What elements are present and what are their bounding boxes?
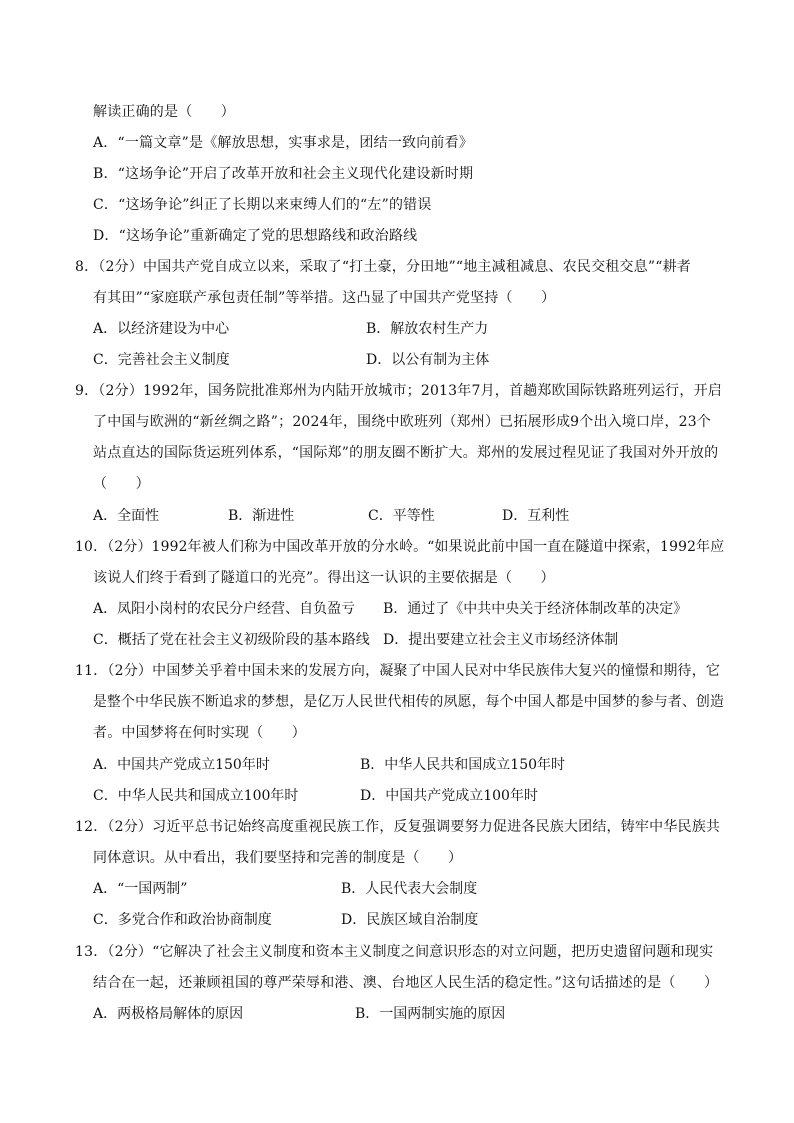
q11-stem-line1: 11．（2分）中国梦关乎着中国未来的发展方向，凝聚了中国人民对中华民族伟大复兴的憧憬和期待，它 — [75, 663, 721, 679]
q9-option-a[interactable]: A．全面性 — [93, 508, 160, 524]
q11-option-a[interactable]: A．中国共产党成立150年时 — [93, 757, 270, 773]
q12-option-c[interactable]: C．多党合作和政治协商制度 — [93, 912, 272, 928]
q10-option-a[interactable]: A．凤阳小岗村的农民分户经营、自负盈亏 — [93, 601, 356, 617]
q7-option-c[interactable]: C．“这场争论”纠正了长期以来束缚人们的“左”的错误 — [93, 197, 432, 213]
q9-stem-line1: 9．（2分）1992年，国务院批准郑州为内陆开放城市；2013年7月，首趟郑欧国际铁路班列运行，开启 — [75, 383, 722, 399]
q11-stem-line3: 者。中国梦将在何时实现（ ） — [93, 725, 306, 741]
q9-option-b[interactable]: B．渐进性 — [228, 508, 295, 524]
q11-option-d[interactable]: D．中国共产党成立100年时 — [360, 788, 538, 804]
q11-option-b[interactable]: B．中华人民共和国成立150年时 — [360, 757, 566, 773]
q13-stem-line2: 结合在一起，还兼顾祖国的尊严荣辱和港、澳、台地区人民生活的稳定性。”这句话描述的是（ ） — [93, 975, 719, 991]
q11-stem-line2: 是整个中华民族不断追求的梦想，是亿万人民世代相传的夙愿，每个中国人都是中国梦的参与者、创造 — [93, 694, 725, 710]
q12-option-a[interactable]: A．“一国两制” — [93, 881, 188, 897]
q12-stem-line1: 12．（2分）习近平总书记始终高度重视民族工作，反复强调要努力促进各民族大团结，铸牢中华民族共 — [75, 819, 721, 835]
q10-option-d[interactable]: D．提出要建立社会主义市场经济体制 — [383, 632, 619, 648]
q9-stem-line3: 站点直达的国际货运班列体系，“国际郑”的朋友圈不断扩大。郑州的发展过程见证了我国对外开放的 — [93, 445, 719, 461]
q9-stem-line4: （ ） — [93, 476, 150, 492]
q12-option-d[interactable]: D．民族区域自治制度 — [341, 912, 479, 928]
q7-option-d[interactable]: D．“这场争论”重新确定了党的思想路线和政治路线 — [93, 228, 418, 244]
q9-option-d[interactable]: D．互利性 — [502, 508, 570, 524]
q12-stem-line2: 同体意识。从中看出，我们要坚持和完善的制度是（ ） — [93, 850, 463, 866]
q10-option-c[interactable]: C．概括了党在社会主义初级阶段的基本路线 — [93, 632, 370, 648]
q8-option-c[interactable]: C．完善社会主义制度 — [93, 352, 230, 368]
q10-stem-line1: 10．（2分）1992年被人们称为中国改革开放的分水岭。“如果说此前中国一直在隧道中探索，1992年应 — [75, 539, 725, 555]
q8-option-b[interactable]: B．解放农村生产力 — [366, 321, 489, 337]
q7-option-a[interactable]: A．“一篇文章”是《解放思想，实事求是，团结一致向前看》 — [93, 135, 474, 151]
q10-option-b[interactable]: B．通过了《中共中央关于经济体制改革的决定》 — [383, 601, 688, 617]
q13-stem-line1: 13．（2分）“它解决了社会主义制度和资本主义制度之间意识形态的对立问题，把历史遗留问题和现实 — [75, 944, 714, 960]
q8-stem-line1: 8．（2分）中国共产党自成立以来，采取了“打土豪，分田地”“地主减租减息、农民交租交息”“耕者 — [75, 259, 691, 275]
q9-stem-line2: 了中国与欧洲的“新丝绸之路”；2024年，围绕中欧班列（郑州）已拓展形成9个出入境口岸，23个 — [93, 414, 712, 430]
q13-option-a[interactable]: A．两极格局解体的原因 — [93, 1006, 244, 1022]
q12-option-b[interactable]: B．人民代表大会制度 — [341, 881, 478, 897]
q13-option-b[interactable]: B．一国两制实施的原因 — [355, 1006, 506, 1022]
q8-stem-line2: 有其田”“家庭联产承包责任制”等举措。这凸显了中国共产党坚持（ ） — [93, 290, 556, 306]
q8-option-a[interactable]: A．以经济建设为中心 — [93, 321, 230, 337]
q7-stem: 解读正确的是（ ） — [93, 104, 235, 120]
q10-stem-line2: 该说人们终于看到了隧道口的光亮”。得出这一认识的主要依据是（ ） — [93, 570, 555, 586]
q7-option-b[interactable]: B．“这场争论”开启了改革开放和社会主义现代化建设新时期 — [93, 166, 474, 182]
q11-option-c[interactable]: C．中华人民共和国成立100年时 — [93, 788, 299, 804]
q8-option-d[interactable]: D．以公有制为主体 — [366, 352, 490, 368]
q9-option-c[interactable]: C．平等性 — [368, 508, 435, 524]
